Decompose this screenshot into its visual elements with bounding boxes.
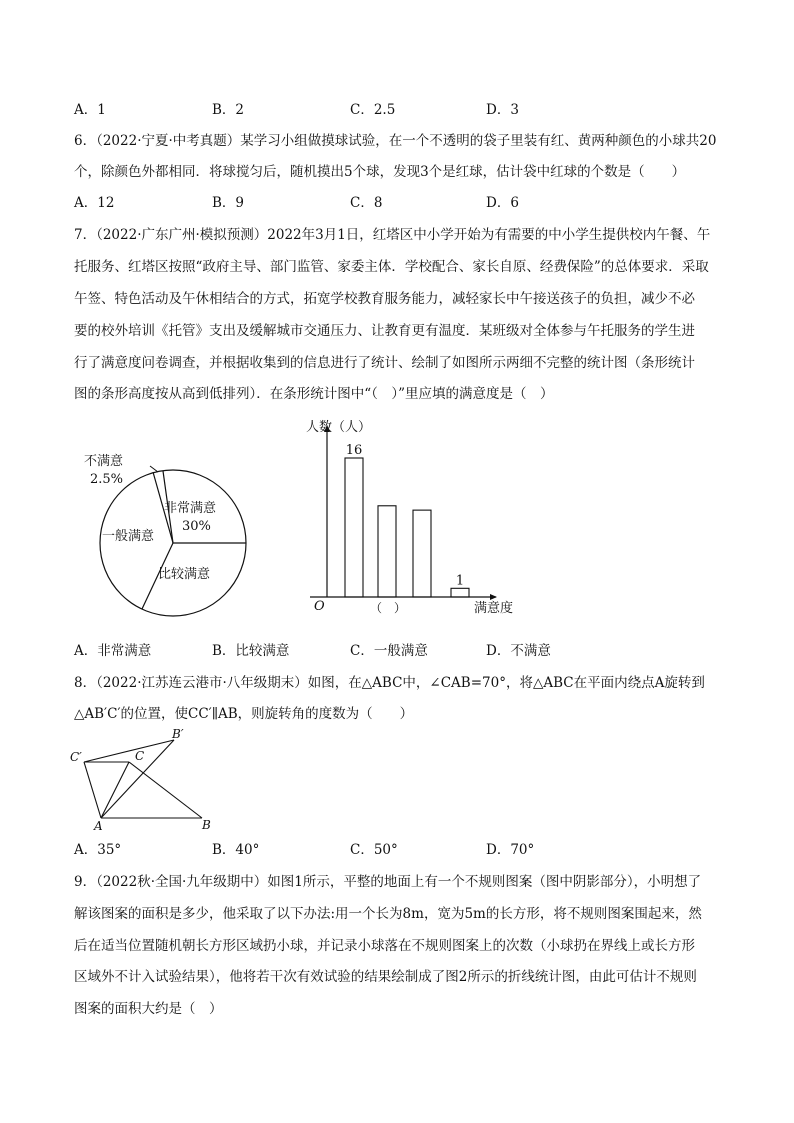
q9-stem-line: 9．（2022秋·全国·九年级期中）如图1所示，平整的地面上有一个不规则图案（图中阴影部分），小明想了: [74, 874, 702, 890]
pie-label-feichang: 非常满意: [164, 501, 217, 516]
q7-stem-line: 要的校外培训《托管》支出及缓解城市交通压力、让教育更有温度．某班级对全体参与午托服务的学生进: [74, 323, 695, 339]
segment-ac: [101, 762, 129, 818]
bar-3: [413, 510, 431, 597]
bars-group: [345, 443, 469, 597]
segment-c-prime-b-prime: [84, 740, 174, 762]
q8-stem-line: 8．（2022·江苏连云港市·八年级期末）如图，在△ABC中，∠CAB=70°，将△ABC在平面内绕点A旋转到: [74, 675, 705, 691]
pie-label-bijiao: 比较满意: [158, 567, 211, 582]
bar-4: [451, 588, 469, 597]
label-a: A: [94, 819, 103, 832]
q9-stem-line: 后在适当位置随机朝长方形区域扔小球，并记录小球落在不规则图案上的次数（小球扔在界线上或长方形: [74, 938, 695, 954]
q7-stem-line: 图的条形高度按从高到低排列）．在条形统计图中“（ ）”里应填的满意度是（ ）: [74, 386, 554, 402]
q6-option-b[interactable]: B．9: [212, 195, 245, 211]
pie-pct-bumanyi: 2.5%: [90, 472, 124, 487]
q9-stem-line: 区域外不计入试验结果），他将若干次有效试验的结果绘制成了图2所示的折线统计图，由此可估计不规则: [74, 969, 697, 985]
q7-stem-line: 行了满意度问卷调查，并根据收集到的信息进行了统计、绘制了如图所示两细不完整的统计图（条形统计: [74, 355, 695, 371]
q7-stem-line: 7．（2022·广东广州·模拟预测）2022年3月1日，红塔区中小学开始为有需要的中小学生提供校内午餐、午: [74, 227, 711, 243]
pie-label-bumanyi: 不满意: [84, 454, 124, 469]
q7-option-b[interactable]: B．比较满意: [212, 643, 290, 659]
pie-leader-line: [150, 466, 158, 472]
label-b: B: [202, 818, 211, 832]
q5-option-c[interactable]: C．2.5: [350, 102, 396, 118]
segment-cb: [129, 762, 202, 818]
label-b-prime: B′: [172, 728, 184, 741]
q6-options: [74, 193, 734, 213]
q7-stem-line: 午签、特色活动及午休相结合的方式，拓宽学校教育服务能力，减轻家长中午接送孩子的负担，减少不必: [74, 291, 695, 307]
label-c-prime: C′: [70, 750, 82, 764]
q7-option-d[interactable]: D．不满意: [486, 643, 551, 659]
bar-origin-label: O: [314, 599, 325, 614]
bar-xlabel: 满意度: [474, 601, 514, 616]
bar-data-label: 16: [345, 443, 363, 458]
q8-stem-line: △AB′C′的位置，使CC′∥AB，则旋转角的度数为（ ）: [74, 706, 414, 722]
q5-option-d[interactable]: D．3: [486, 102, 519, 118]
rotation-figure: [64, 728, 224, 832]
q9-stem-line: 解该图案的面积是多少，他采取了以下办法:用一个长为8m，宽为5m的长方形，将不规则图案围起来，然: [74, 906, 702, 922]
bar-data-label: 1: [455, 573, 465, 589]
bar-2: [378, 506, 396, 597]
bar-ylabel: 人数（人）: [306, 420, 372, 435]
pie-label-yiban: 一般满意: [102, 529, 155, 544]
bar-tick-label-blank: （ ）: [370, 601, 407, 615]
q5-option-a[interactable]: A．1: [74, 102, 106, 118]
q6-stem-line: 6．（2022·宁夏·中考真题）某学习小组做摸球试验，在一个不透明的袋子里装有红、黄两种颜色的小球共20: [74, 133, 717, 149]
q8-option-d[interactable]: D．70°: [486, 842, 535, 858]
label-c: C: [135, 749, 145, 763]
q8-option-b[interactable]: B．40°: [212, 842, 260, 858]
q5-option-b[interactable]: B．2: [212, 102, 245, 118]
q8-option-c[interactable]: C．50°: [350, 842, 398, 858]
q8-option-a[interactable]: A．35°: [74, 842, 122, 858]
q6-option-c[interactable]: C．8: [350, 195, 383, 211]
q9-stem-line: 图案的面积大约是（ ）: [74, 1001, 223, 1017]
pie-pct-feichang: 30%: [182, 519, 211, 534]
q7-options: [74, 641, 734, 661]
q7-option-a[interactable]: A．非常满意: [74, 643, 152, 659]
q7-option-c[interactable]: C．一般满意: [350, 643, 428, 659]
q5-options: [74, 100, 734, 120]
bar-1: [345, 458, 363, 597]
q7-stem-line: 托服务、红塔区按照“政府主导、部门监管、家委主体．学校配合、家长自原、经费保险”的总体要求．采取: [74, 259, 709, 275]
pie-chart: [70, 420, 270, 620]
q6-option-d[interactable]: D．6: [486, 195, 519, 211]
segment-ac-prime: [84, 762, 101, 818]
bar-chart: [300, 414, 540, 620]
q6-option-a[interactable]: A．12: [74, 195, 115, 211]
q8-options: [74, 840, 734, 860]
q6-stem-line: 个，除颜色外都相同．将球搅匀后，随机摸出5个球，发现3个是红球，估计袋中红球的个数是（ ）: [74, 164, 686, 180]
